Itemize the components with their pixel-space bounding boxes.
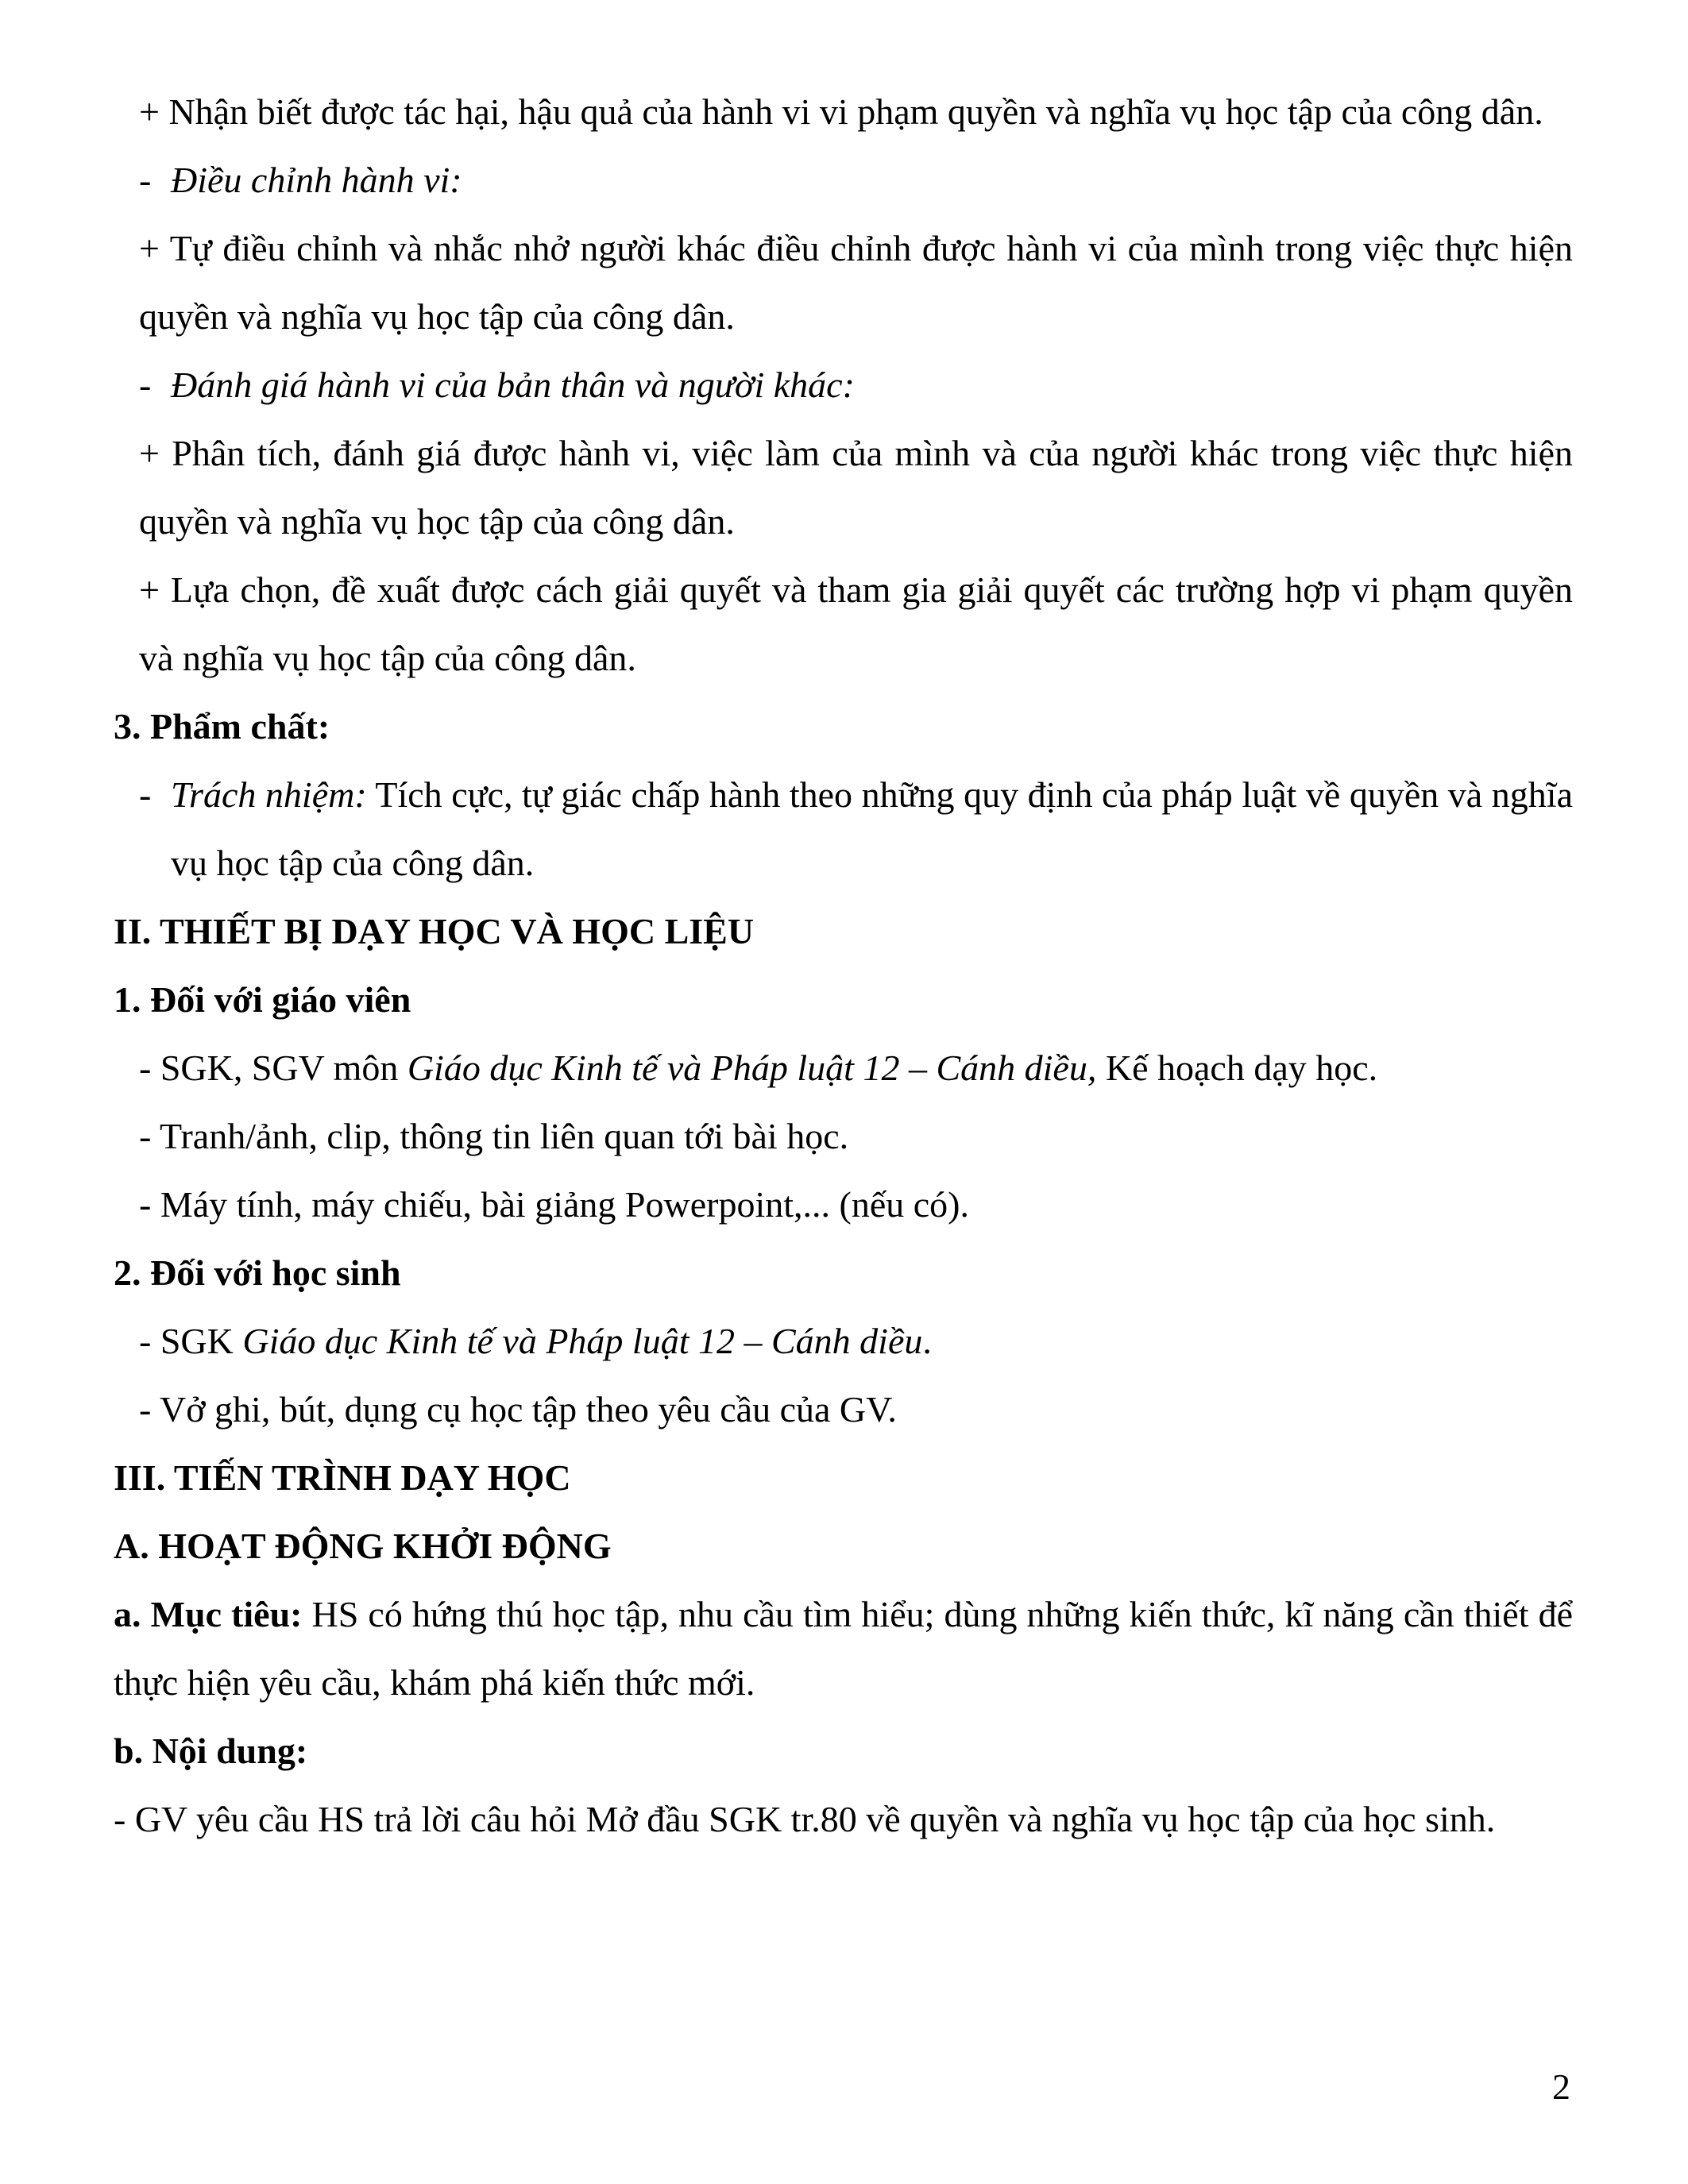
paragraph	[114, 897, 1573, 966]
paragraph	[114, 214, 1573, 351]
paragraph	[114, 1580, 1573, 1717]
page-number: 2	[1552, 2066, 1570, 2107]
text-run: Tích cực, tự giác chấp hành theo những quy định của pháp luật về quyền và nghĩa vụ học tập của công dân.	[171, 774, 1573, 883]
text-run: Đánh giá hành vi của bản thân và người khác:	[171, 365, 855, 405]
text-run: - Vở ghi, bút, dụng cụ học tập theo yêu cầu của GV.	[139, 1389, 897, 1430]
text-run: + Lựa chọn, đề xuất được cách giải quyết và tham gia giải quyết các trường hợp vi phạm quyền và nghĩa vụ học tập của công dân.	[139, 569, 1573, 678]
paragraph	[114, 419, 1573, 556]
paragraph	[114, 1171, 1573, 1239]
text-run: - GV yêu cầu HS trả lời câu hỏi Mở đầu SGK tr.80 về quyền và nghĩa vụ học tập của học sinh.	[114, 1799, 1496, 1839]
paragraph	[114, 1102, 1573, 1171]
text-run: Giáo dục Kinh tế và Pháp luật 12 – Cánh diều,	[407, 1048, 1097, 1088]
text-run: - SGK, SGV môn	[139, 1048, 408, 1088]
text-run: III. TIẾN TRÌNH DẠY HỌC	[114, 1457, 571, 1498]
text-run: - Máy tính, máy chiếu, bài giảng Powerpoint,... (nếu có).	[139, 1184, 969, 1225]
paragraph	[114, 693, 1573, 761]
paragraph	[114, 1307, 1573, 1376]
paragraph	[114, 966, 1573, 1034]
paragraph	[114, 1785, 1573, 1854]
text-run: Trách nhiệm:	[171, 774, 367, 815]
text-run: a. Mục tiêu:	[114, 1594, 303, 1634]
document-body	[114, 78, 1573, 1854]
paragraph	[114, 146, 1573, 214]
paragraph	[114, 556, 1573, 693]
text-run: -	[139, 160, 152, 200]
text-run: 3. Phẩm chất:	[114, 706, 330, 747]
text-run: + Phân tích, đánh giá được hành vi, việc làm của mình và của người khác trong việc thực hiện quyền và nghĩa vụ học tập của công dân.	[139, 433, 1573, 542]
paragraph	[114, 78, 1573, 146]
paragraph	[114, 1444, 1573, 1512]
paragraph	[114, 1512, 1573, 1580]
text-run: - Tranh/ảnh, clip, thông tin liên quan tới bài học.	[139, 1116, 849, 1156]
text-run: - SGK	[139, 1321, 243, 1361]
text-run: -	[139, 774, 152, 815]
paragraph	[114, 1717, 1573, 1785]
text-run: + Tự điều chỉnh và nhắc nhở người khác điều chỉnh được hành vi của mình trong việc thực hiện quyền và nghĩa vụ học tập của công dân.	[139, 228, 1573, 337]
paragraph	[114, 1376, 1573, 1444]
text-run: II. THIẾT BỊ DẠY HỌC VÀ HỌC LIỆU	[114, 911, 755, 951]
text-run: HS có hứng thú học tập, nhu cầu tìm hiểu; dùng những kiến thức, kĩ năng cần thiết để thực hiện yêu cầu, khám phá kiến thức mới.	[114, 1594, 1573, 1703]
text-run: -	[139, 365, 152, 405]
paragraph	[114, 1034, 1573, 1102]
text-run: Kế hoạch dạy học.	[1096, 1048, 1378, 1088]
paragraph	[114, 761, 1573, 897]
text-run: .	[922, 1321, 932, 1361]
text-run: Giáo dục Kinh tế và Pháp luật 12 – Cánh diều	[242, 1321, 923, 1361]
text-run: A. HOẠT ĐỘNG KHỞI ĐỘNG	[114, 1526, 612, 1566]
text-run: 1. Đối với giáo viên	[114, 979, 411, 1020]
paragraph	[114, 351, 1573, 419]
text-run: Điều chỉnh hành vi:	[171, 160, 462, 200]
paragraph	[114, 1239, 1573, 1307]
text-run: b. Nội dung:	[114, 1731, 308, 1771]
text-run: 2. Đối với học sinh	[114, 1252, 401, 1293]
text-run: + Nhận biết được tác hại, hậu quả của hành vi vi phạm quyền và nghĩa vụ học tập của công dân.	[139, 91, 1543, 132]
